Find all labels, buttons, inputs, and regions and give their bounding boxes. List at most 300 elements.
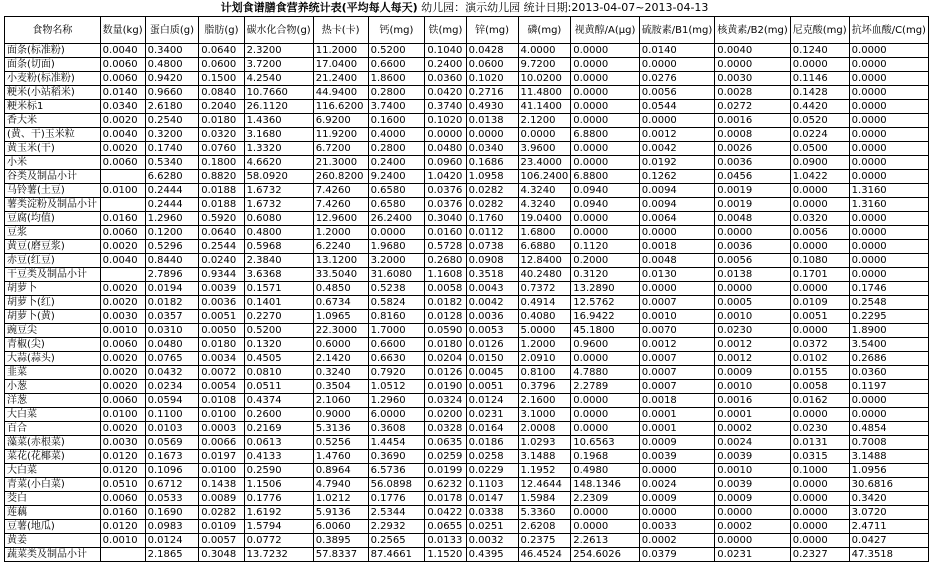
table-row <box>5 436 929 450</box>
value-cell: 0.0034 <box>199 352 244 366</box>
value-cell: 0.0000 <box>790 534 849 548</box>
value-cell: 0.0194 <box>145 282 199 296</box>
column-header: 食物名称 <box>5 17 101 44</box>
value-cell: 0.1673 <box>145 450 199 464</box>
value-cell: 0.0000 <box>790 58 849 72</box>
value-cell: 0.0001 <box>715 408 790 422</box>
value-cell: 0.0060 <box>100 156 145 170</box>
value-cell: 0.0372 <box>790 338 849 352</box>
value-cell: 0.0108 <box>199 394 244 408</box>
value-cell: 0.1262 <box>639 170 714 184</box>
value-cell: 0.0533 <box>145 492 199 506</box>
value-cell: 1.0965 <box>313 310 368 324</box>
value-cell: 0.0072 <box>199 366 244 380</box>
value-cell: 0.2600 <box>244 408 313 422</box>
value-cell: 10.6563 <box>571 436 640 450</box>
value-cell: 0.0000 <box>571 142 640 156</box>
value-cell: 3.7200 <box>244 58 313 72</box>
value-cell: 0.2540 <box>145 114 199 128</box>
value-cell: 0.6000 <box>313 338 368 352</box>
value-cell: 0.0199 <box>425 464 466 478</box>
value-cell: 0.0840 <box>199 86 244 100</box>
value-cell: 2.6208 <box>518 520 571 534</box>
value-cell: 0.0229 <box>466 464 518 478</box>
table-row <box>5 548 929 562</box>
value-cell: 0.1776 <box>368 492 425 506</box>
value-cell: 0.0039 <box>715 450 790 464</box>
value-cell: 0.0231 <box>466 408 518 422</box>
value-cell: 0.4980 <box>571 464 640 478</box>
value-cell: 0.1240 <box>790 44 849 58</box>
value-cell: 0.0360 <box>849 366 928 380</box>
value-cell: 2.2309 <box>571 492 640 506</box>
value-cell: 0.0282 <box>199 506 244 520</box>
value-cell: 3.9600 <box>518 142 571 156</box>
value-cell: 0.0983 <box>145 520 199 534</box>
value-cell: 0.5968 <box>244 240 313 254</box>
value-cell: 0.0164 <box>466 422 518 436</box>
value-cell: 1.3160 <box>849 198 928 212</box>
food-name-cell: 小米 <box>5 156 101 170</box>
table-row <box>5 142 929 156</box>
value-cell: 0.0000 <box>571 44 640 58</box>
value-cell: 3.0720 <box>849 506 928 520</box>
value-cell: 1.1506 <box>244 478 313 492</box>
value-cell: 0.0024 <box>715 436 790 450</box>
value-cell: 0.1100 <box>145 408 199 422</box>
food-name-cell: 大白菜 <box>5 408 101 422</box>
value-cell: 0.0036 <box>199 296 244 310</box>
value-cell: 0.0100 <box>199 408 244 422</box>
value-cell: 13.7232 <box>244 548 313 562</box>
value-cell: 0.1320 <box>244 338 313 352</box>
value-cell: 0.0056 <box>639 86 714 100</box>
value-cell: 148.1346 <box>571 478 640 492</box>
value-cell: 0.2375 <box>518 534 571 548</box>
table-row <box>5 268 929 282</box>
column-header: 钙(mg) <box>368 17 425 44</box>
value-cell: 0.0635 <box>425 436 466 450</box>
value-cell: 0.3040 <box>425 212 466 226</box>
value-cell: 0.0016 <box>715 394 790 408</box>
value-cell: 6.8800 <box>571 128 640 142</box>
table-body <box>5 44 929 562</box>
value-cell: 58.0920 <box>244 170 313 184</box>
value-cell: 0.0070 <box>639 324 714 338</box>
food-name-cell: 大蒜(蒜头) <box>5 352 101 366</box>
value-cell: 0.0040 <box>100 128 145 142</box>
value-cell: 0.8440 <box>145 254 199 268</box>
value-cell: 0.0000 <box>849 142 928 156</box>
value-cell: 0.0100 <box>100 408 145 422</box>
value-cell: 0.0012 <box>639 338 714 352</box>
food-name-cell: 莲藕 <box>5 506 101 520</box>
kindergarten-label: 幼儿园：演示幼儿园 <box>421 1 521 14</box>
value-cell: 0.0130 <box>639 268 714 282</box>
table-row <box>5 198 929 212</box>
food-name-cell: 赤豆(红豆) <box>5 254 101 268</box>
value-cell: 23.4000 <box>518 156 571 170</box>
value-cell: 0.3400 <box>145 44 199 58</box>
value-cell: 0.0772 <box>244 534 313 548</box>
value-cell: 0.0008 <box>715 128 790 142</box>
value-cell: 0.0012 <box>715 352 790 366</box>
value-cell: 0.1701 <box>790 268 849 282</box>
value-cell: 0.0456 <box>715 170 790 184</box>
value-cell: 3.1680 <box>244 128 313 142</box>
table-row <box>5 478 929 492</box>
value-cell: 1.2960 <box>368 394 425 408</box>
value-cell: 3.5400 <box>849 338 928 352</box>
value-cell: 0.3690 <box>368 450 425 464</box>
value-cell: 0.0510 <box>100 478 145 492</box>
value-cell: 0.6734 <box>313 296 368 310</box>
value-cell <box>100 198 145 212</box>
value-cell: 0.0234 <box>145 380 199 394</box>
value-cell: 0.0039 <box>639 450 714 464</box>
table-row <box>5 184 929 198</box>
value-cell: 0.1000 <box>790 464 849 478</box>
value-cell: 0.0000 <box>715 534 790 548</box>
value-cell: 0.4914 <box>518 296 571 310</box>
value-cell: 0.0428 <box>466 44 518 58</box>
value-cell: 0.0100 <box>100 184 145 198</box>
table-row <box>5 226 929 240</box>
value-cell: 12.8400 <box>518 254 571 268</box>
value-cell: 0.3120 <box>571 268 640 282</box>
value-cell: 0.0520 <box>790 114 849 128</box>
value-cell: 6.2240 <box>313 240 368 254</box>
value-cell: 0.0000 <box>571 156 640 170</box>
value-cell: 0.0056 <box>790 226 849 240</box>
value-cell: 0.0019 <box>715 198 790 212</box>
value-cell: 0.0010 <box>100 534 145 548</box>
column-header: 磷(mg) <box>518 17 571 44</box>
table-row <box>5 324 929 338</box>
value-cell: 0.4374 <box>244 394 313 408</box>
value-cell: 0.0000 <box>368 226 425 240</box>
value-cell: 0.1760 <box>466 212 518 226</box>
value-cell: 0.0420 <box>425 86 466 100</box>
value-cell: 0.2444 <box>145 184 199 198</box>
value-cell: 10.0200 <box>518 72 571 86</box>
value-cell: 0.1968 <box>571 450 640 464</box>
value-cell: 0.0000 <box>849 226 928 240</box>
value-cell: 0.0544 <box>639 100 714 114</box>
value-cell: 26.2400 <box>368 212 425 226</box>
value-cell: 0.0000 <box>849 212 928 226</box>
value-cell: 0.0058 <box>425 282 466 296</box>
value-cell: 56.0898 <box>368 478 425 492</box>
table-row <box>5 506 929 520</box>
value-cell: 26.1120 <box>244 100 313 114</box>
value-cell: 0.0124 <box>145 534 199 548</box>
value-cell: 6.5736 <box>368 464 425 478</box>
value-cell: 0.0000 <box>790 184 849 198</box>
value-cell: 0.1571 <box>244 282 313 296</box>
value-cell: 0.5238 <box>368 282 425 296</box>
value-cell: 13.1200 <box>313 254 368 268</box>
value-cell: 0.0000 <box>639 506 714 520</box>
value-cell: 0.1500 <box>199 72 244 86</box>
table-row <box>5 282 929 296</box>
value-cell: 0.0230 <box>790 422 849 436</box>
column-header: 热卡(卡) <box>313 17 368 44</box>
value-cell: 0.0282 <box>466 184 518 198</box>
value-cell: 0.4133 <box>244 450 313 464</box>
value-cell: 0.0007 <box>639 352 714 366</box>
value-cell: 0.0000 <box>571 86 640 100</box>
value-cell: 0.0051 <box>199 310 244 324</box>
value-cell: 0.0188 <box>199 198 244 212</box>
value-cell: 0.0000 <box>571 114 640 128</box>
value-cell: 0.0112 <box>466 226 518 240</box>
table-row <box>5 86 929 100</box>
food-name-cell: (黄、干)玉米粒 <box>5 128 101 142</box>
value-cell: 0.0760 <box>199 142 244 156</box>
value-cell: 0.0133 <box>425 534 466 548</box>
food-name-cell: 马铃薯(土豆) <box>5 184 101 198</box>
food-name-cell: 胡萝卜(黄) <box>5 310 101 324</box>
value-cell: 0.0120 <box>100 464 145 478</box>
value-cell: 21.2400 <box>313 72 368 86</box>
value-cell: 0.0000 <box>571 520 640 534</box>
value-cell: 0.0000 <box>849 394 928 408</box>
column-header: 碳水化合物(g) <box>244 17 313 44</box>
value-cell: 12.9600 <box>313 212 368 226</box>
value-cell: 0.0000 <box>715 506 790 520</box>
table-row <box>5 240 929 254</box>
value-cell: 6.0000 <box>368 408 425 422</box>
value-cell: 0.0094 <box>639 198 714 212</box>
value-cell: 1.4760 <box>313 450 368 464</box>
food-name-cell: 黄豆(磨豆浆) <box>5 240 101 254</box>
table-row <box>5 156 929 170</box>
value-cell: 0.9000 <box>313 408 368 422</box>
value-cell: 0.0030 <box>100 310 145 324</box>
value-cell: 0.0000 <box>571 394 640 408</box>
value-cell: 0.0010 <box>715 310 790 324</box>
value-cell: 0.0020 <box>100 380 145 394</box>
value-cell: 0.0026 <box>715 142 790 156</box>
value-cell: 0.1146 <box>790 72 849 86</box>
value-cell: 1.2000 <box>313 226 368 240</box>
value-cell: 3.1488 <box>849 450 928 464</box>
value-cell: 0.5256 <box>313 436 368 450</box>
value-cell: 0.0131 <box>790 436 849 450</box>
value-cell: 0.2169 <box>244 422 313 436</box>
value-cell: 0.0109 <box>790 296 849 310</box>
value-cell: 0.0010 <box>100 324 145 338</box>
value-cell: 0.0066 <box>199 436 244 450</box>
value-cell: 1.3160 <box>849 184 928 198</box>
value-cell: 46.4524 <box>518 548 571 562</box>
food-name-cell: 干豆类及制品小计 <box>5 268 101 282</box>
value-cell: 1.5984 <box>518 492 571 506</box>
food-name-cell: 粳米标1 <box>5 100 101 114</box>
table-row <box>5 366 929 380</box>
value-cell: 0.4505 <box>244 352 313 366</box>
value-cell: 0.0379 <box>639 548 714 562</box>
value-cell: 6.6880 <box>518 240 571 254</box>
value-cell: 2.0008 <box>518 422 571 436</box>
food-name-cell: 藻菜(赤根菜) <box>5 436 101 450</box>
value-cell: 0.0000 <box>849 86 928 100</box>
column-header: 硫胺素/B1(mg) <box>639 17 714 44</box>
value-cell: 0.0324 <box>425 394 466 408</box>
value-cell: 0.0056 <box>715 254 790 268</box>
value-cell: 0.1690 <box>145 506 199 520</box>
value-cell: 4.7940 <box>313 478 368 492</box>
value-cell: 7.4260 <box>313 184 368 198</box>
value-cell: 0.1200 <box>145 226 199 240</box>
value-cell: 0.1020 <box>466 72 518 86</box>
value-cell: 6.0060 <box>313 520 368 534</box>
table-row <box>5 58 929 72</box>
value-cell: 0.0340 <box>466 142 518 156</box>
value-cell: 0.0040 <box>715 44 790 58</box>
value-cell: 0.2400 <box>425 58 466 72</box>
value-cell: 0.0007 <box>639 296 714 310</box>
value-cell: 0.3504 <box>313 380 368 394</box>
value-cell: 0.1096 <box>145 464 199 478</box>
value-cell: 0.0103 <box>145 422 199 436</box>
food-name-cell: 薯类淀粉及制品小计 <box>5 198 101 212</box>
value-cell: 0.0040 <box>100 254 145 268</box>
value-cell: 0.0594 <box>145 394 199 408</box>
value-cell: 0.0186 <box>466 436 518 450</box>
value-cell: 0.0020 <box>100 352 145 366</box>
value-cell: 0.0240 <box>199 254 244 268</box>
value-cell: 0.1686 <box>466 156 518 170</box>
value-cell: 4.7880 <box>571 366 640 380</box>
value-cell: 0.0000 <box>790 478 849 492</box>
value-cell: 22.3000 <box>313 324 368 338</box>
value-cell: 0.0000 <box>790 324 849 338</box>
value-cell: 5.3360 <box>518 506 571 520</box>
value-cell: 2.1600 <box>518 394 571 408</box>
value-cell: 1.6800 <box>518 226 571 240</box>
value-cell: 0.0315 <box>790 450 849 464</box>
value-cell: 0.2040 <box>199 100 244 114</box>
value-cell: 2.3840 <box>244 254 313 268</box>
value-cell: 0.0126 <box>425 366 466 380</box>
value-cell: 0.8160 <box>368 310 425 324</box>
value-cell: 0.7372 <box>518 282 571 296</box>
value-cell: 0.0000 <box>790 240 849 254</box>
value-cell: 0.1740 <box>145 142 199 156</box>
value-cell: 2.2789 <box>571 380 640 394</box>
column-header: 抗坏血酸/C(mg) <box>849 17 928 44</box>
value-cell: 0.0036 <box>715 240 790 254</box>
value-cell: 0.0060 <box>100 72 145 86</box>
table-row <box>5 128 929 142</box>
value-cell: 6.6280 <box>145 170 199 184</box>
table-row <box>5 310 929 324</box>
value-cell: 1.2960 <box>145 212 199 226</box>
value-cell: 0.4800 <box>244 226 313 240</box>
value-cell: 0.0338 <box>466 506 518 520</box>
value-cell: 0.4850 <box>313 282 368 296</box>
value-cell: 0.6600 <box>368 338 425 352</box>
value-cell: 0.0002 <box>715 422 790 436</box>
value-cell: 87.4661 <box>368 548 425 562</box>
value-cell: 9.7200 <box>518 58 571 72</box>
value-cell: 0.0050 <box>199 324 244 338</box>
value-cell: 0.0480 <box>145 338 199 352</box>
value-cell: 0.0000 <box>790 506 849 520</box>
value-cell: 0.3895 <box>313 534 368 548</box>
value-cell: 3.1000 <box>518 408 571 422</box>
value-cell: 0.0140 <box>100 86 145 100</box>
value-cell: 0.0000 <box>715 58 790 72</box>
value-cell: 0.0048 <box>639 254 714 268</box>
value-cell: 1.6192 <box>244 506 313 520</box>
value-cell: 0.0000 <box>571 58 640 72</box>
value-cell: 0.0057 <box>199 534 244 548</box>
value-cell: 0.0060 <box>100 492 145 506</box>
value-cell: 0.2444 <box>145 198 199 212</box>
value-cell: 2.5344 <box>368 506 425 520</box>
value-cell: 0.4395 <box>466 548 518 562</box>
food-name-cell: 青菜(小白菜) <box>5 478 101 492</box>
value-cell: 6.8800 <box>571 170 640 184</box>
food-name-cell: 豆浆 <box>5 226 101 240</box>
value-cell: 0.0357 <box>145 310 199 324</box>
value-cell: 9.2400 <box>368 170 425 184</box>
value-cell: 1.4454 <box>368 436 425 450</box>
report-title: 计划食谱膳食营养统计表(平均每人每天) <box>220 1 418 14</box>
value-cell: 1.3320 <box>244 142 313 156</box>
value-cell: 0.5296 <box>145 240 199 254</box>
value-cell: 17.0400 <box>313 58 368 72</box>
value-cell: 0.0908 <box>466 254 518 268</box>
value-cell: 0.4930 <box>466 100 518 114</box>
value-cell: 0.0320 <box>790 212 849 226</box>
value-cell: 0.0182 <box>145 296 199 310</box>
value-cell: 0.0320 <box>199 128 244 142</box>
value-cell: 0.0251 <box>466 520 518 534</box>
value-cell: 5.9136 <box>313 506 368 520</box>
value-cell: 0.0138 <box>466 114 518 128</box>
value-cell: 5.3136 <box>313 422 368 436</box>
value-cell: 0.0028 <box>715 86 790 100</box>
value-cell: 0.0231 <box>715 548 790 562</box>
value-cell: 0.0000 <box>639 282 714 296</box>
value-cell: 0.0640 <box>199 44 244 58</box>
value-cell: 0.2544 <box>199 240 244 254</box>
value-cell: 0.0043 <box>466 282 518 296</box>
food-name-cell: 小葱 <box>5 380 101 394</box>
table-row <box>5 170 929 184</box>
food-name-cell: 胡萝卜 <box>5 282 101 296</box>
value-cell: 0.0422 <box>425 506 466 520</box>
value-cell: 2.1060 <box>313 394 368 408</box>
value-cell: 0.0010 <box>715 380 790 394</box>
value-cell: 0.6080 <box>244 212 313 226</box>
food-name-cell: 面条(切面) <box>5 58 101 72</box>
value-cell: 0.0376 <box>425 184 466 198</box>
value-cell: 0.1428 <box>790 86 849 100</box>
value-cell: 0.0089 <box>199 492 244 506</box>
value-cell: 0.0019 <box>715 184 790 198</box>
value-cell <box>100 170 145 184</box>
value-cell: 0.6712 <box>145 478 199 492</box>
value-cell: 0.0007 <box>639 366 714 380</box>
value-cell: 0.0018 <box>639 240 714 254</box>
value-cell: 2.3200 <box>244 44 313 58</box>
table-row <box>5 408 929 422</box>
